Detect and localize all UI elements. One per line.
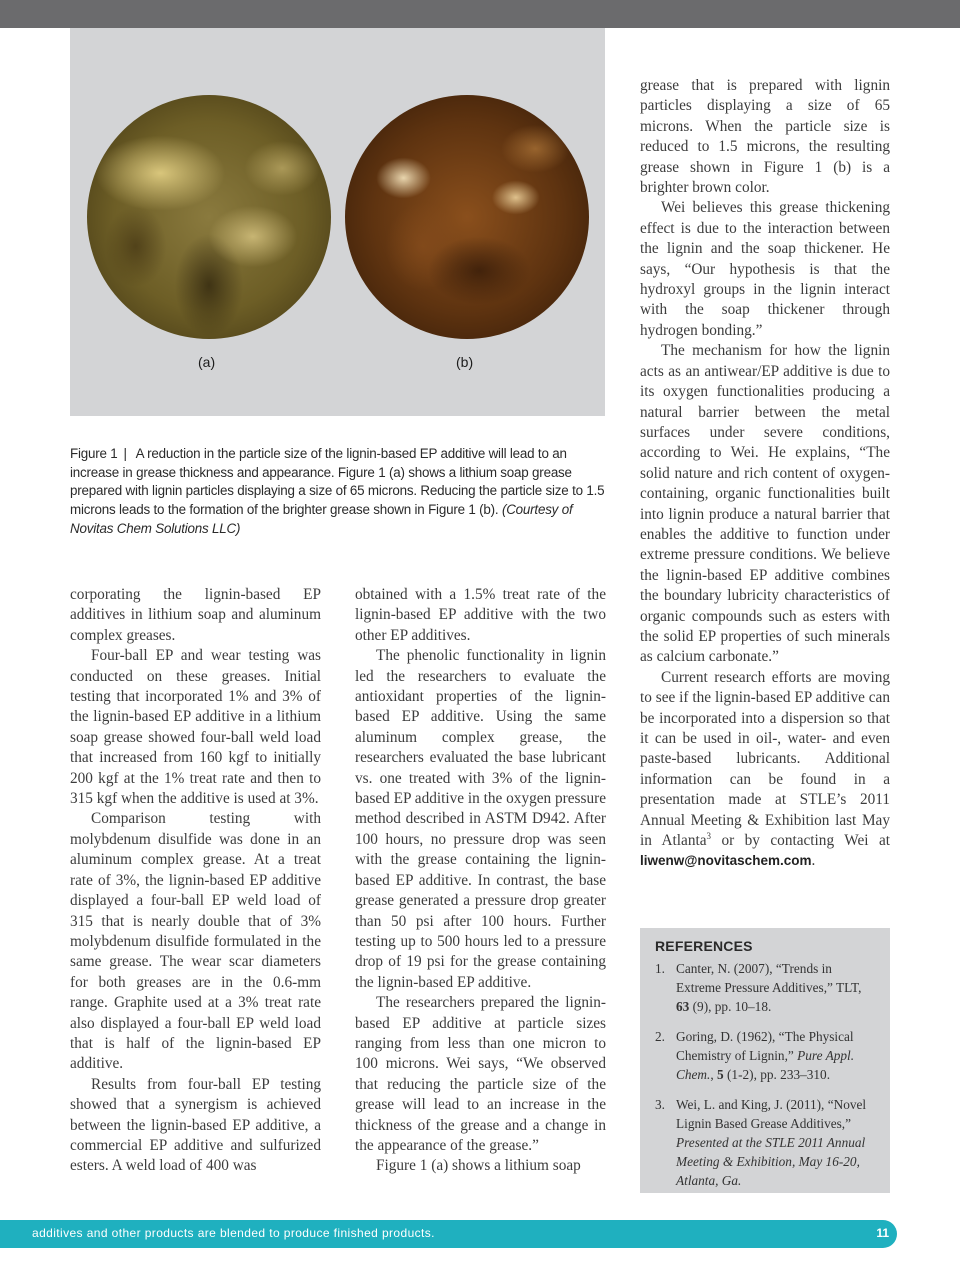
paragraph: grease that is prepared with lignin particles displaying a size of 65 microns. When the particle size is reduced to 1.5 microns, the resulting grease shown in Figure 1 (b) is a brighter brown color. [640,77,890,197]
caption-credit: (Courtesy of Novitas Chem Solutions LLC) [70,502,573,536]
grease-photo-b [345,95,589,339]
references-list [655,959,876,1190]
references-box [640,928,890,1193]
paragraph: The phenolic functionality in lignin led the researchers to evaluate the antioxidant properties of the lignin-based EP additive. Using the same aluminum complex grease, the researchers evaluated the base lubricant vs. one treated with 3% of the lignin-based EP additive in the oxygen pressure method described in ASTM D942. After 100 hours, no pressure drop was seen with the grease containing the lignin-based EP additive. In contrast, the base grease generated a pressure drop greater than 50 psi after 100 hours. Further testing up to 500 hours led to a pressure drop of 19 psi for the grease containing the lignin-based EP additive. [355,647,606,991]
paragraph: corporating the lignin-based EP additives in lithium soap and aluminum complex greases. [70,586,321,644]
footnote-ref: 3 [706,830,712,841]
figure-caption [70,445,607,539]
reference-text: Canter, N. (2007), “Trends in Extreme Pressure Additives,” TLT, [676,961,862,995]
references-heading: REFERENCES [655,938,753,954]
article-column-3 [640,76,890,872]
paragraph: obtained with a 1.5% treat rate of the lignin-based EP additive with the two other EP additives. [355,586,606,644]
reference-text: Goring, D. (1962), “The Physical Chemistry of Lignin,” [676,1029,854,1063]
grease-photo-a [87,95,331,339]
page-number: 11 [876,1226,889,1240]
footer-text: additives and other products are blended to produce finished products. [32,1226,435,1240]
reference-volume: 5 [717,1067,724,1082]
reference-item [655,1095,876,1190]
paragraph: The researchers prepared the lignin-based EP additive at particle sizes ranging from less than one micron to 100 microns. Wei says, “We observed that reducing the particle size of the grease will lead to an increase in the thickness of the grease and a change in the appearance of the grease.” [355,994,606,1154]
reference-item [655,1027,876,1084]
paragraph: Four-ball EP and wear testing was conducted on these greases. Initial testing that incorporated 1% and 3% of the lignin-based EP additive in a lithium soap grease showed four-ball weld load that increased from 160 kgf to initially 200 kgf at the 1% treat rate and then to 315 kgf when the additive is used at 3%. [70,647,321,808]
paragraph: Figure 1 (a) shows a lithium soap [376,1157,581,1175]
reference-text: Wei, L. and King, J. (2011), “Novel Lignin Based Grease Additives,” [676,1097,867,1131]
paragraph-text: or by contacting Wei at [711,832,891,850]
figure-panel [70,28,605,416]
top-header-bar [0,0,960,28]
paragraph [640,668,890,872]
figure-label-b: (b) [456,354,474,370]
reference-text: (1-2), pp. 233–310. [723,1067,831,1082]
reference-journal: Pure Appl. Chem. [676,1048,855,1082]
paragraph: Wei believes this grease thickening effect is due to the interaction between the lignin and the soap thickener. He says, “Our hypothesis is that the hydroxyl groups in the lignin interact with the soap thickener through hydrogen bonding.” [640,199,890,339]
reference-number: 1. [655,961,665,976]
figure-label-a: (a) [198,354,216,370]
caption-figure-number: Figure 1 [70,446,118,461]
article-column-1 [70,585,321,1177]
caption-text: A reduction in the particle size of the lignin-based EP additive will lead to an increase in grease thickness and appearance. Figure 1 (a) shows a lithium soap grease prepared with lignin particles displaying a size of 65 microns. Reducing the particle size to 1.5 microns leads to the formation of the brighter grease shown in Figure 1 (b). [70,446,605,518]
reference-volume: 63 [676,999,690,1014]
paragraph: Comparison testing with molybdenum disulfide was done in an aluminum complex grease. At a treat rate of 3%, the lignin-based EP additive displayed a four-ball EP weld load of 315 that is nearly double that of 3% molybdenum disulfide formulated in the same grease. The wear scar diameters for both greases are in the 0.6-mm range. Graphite used at a 3% treat rate also displayed a four-ball EP weld load that is half of the lignin-based EP additive. [70,810,321,1073]
article-column-2 [355,585,606,1177]
paragraph: Results from four-ball EP testing showed that a synergism is achieved between the lignin-based EP additive, a commercial EP additive and sulfurized esters. A weld load of 400 was [70,1075,321,1175]
paragraph: The mechanism for how the lignin acts as an antiwear/EP additive is due to its oxygen functionalities producing a natural barrier between the metal surfaces under severe conditions, according to Wei. He explains, “The solid nature and rich content of oxygen-containing, organic functionalities built into lignin produce a natural barrier that enables the additive to function under extreme pressure conditions. We believe the lignin-based EP additive combines the boundary lubricity characteristics of organic compounds such as esters with the solid EP properties of such minerals as calcium carbonate.” [640,342,890,666]
reference-text: , [710,1067,718,1082]
paragraph-text: . [811,852,816,870]
email-link[interactable]: liwenw@novitaschem.com [640,853,812,869]
reference-source: Presented at the STLE 2011 Annual Meeting & Exhibition, May 16-20, Atlanta, Ga. [676,1135,866,1188]
reference-item [655,959,876,1016]
reference-number: 2. [655,1029,665,1044]
paragraph-text: Current research efforts are moving to see if the lignin-based EP additive can be incorporated into a dispersion so that it can be used in oil-, water- and even paste-based lubricants. Additional information can be found in a presentation made at STLE’s 2011 Annual Meeting & Exhibition last May in Atlanta [640,668,890,850]
reference-number: 3. [655,1097,665,1112]
caption-separator: | [123,446,127,461]
footer-bar [0,1220,897,1248]
reference-text: (9), pp. 10–18. [689,999,772,1014]
